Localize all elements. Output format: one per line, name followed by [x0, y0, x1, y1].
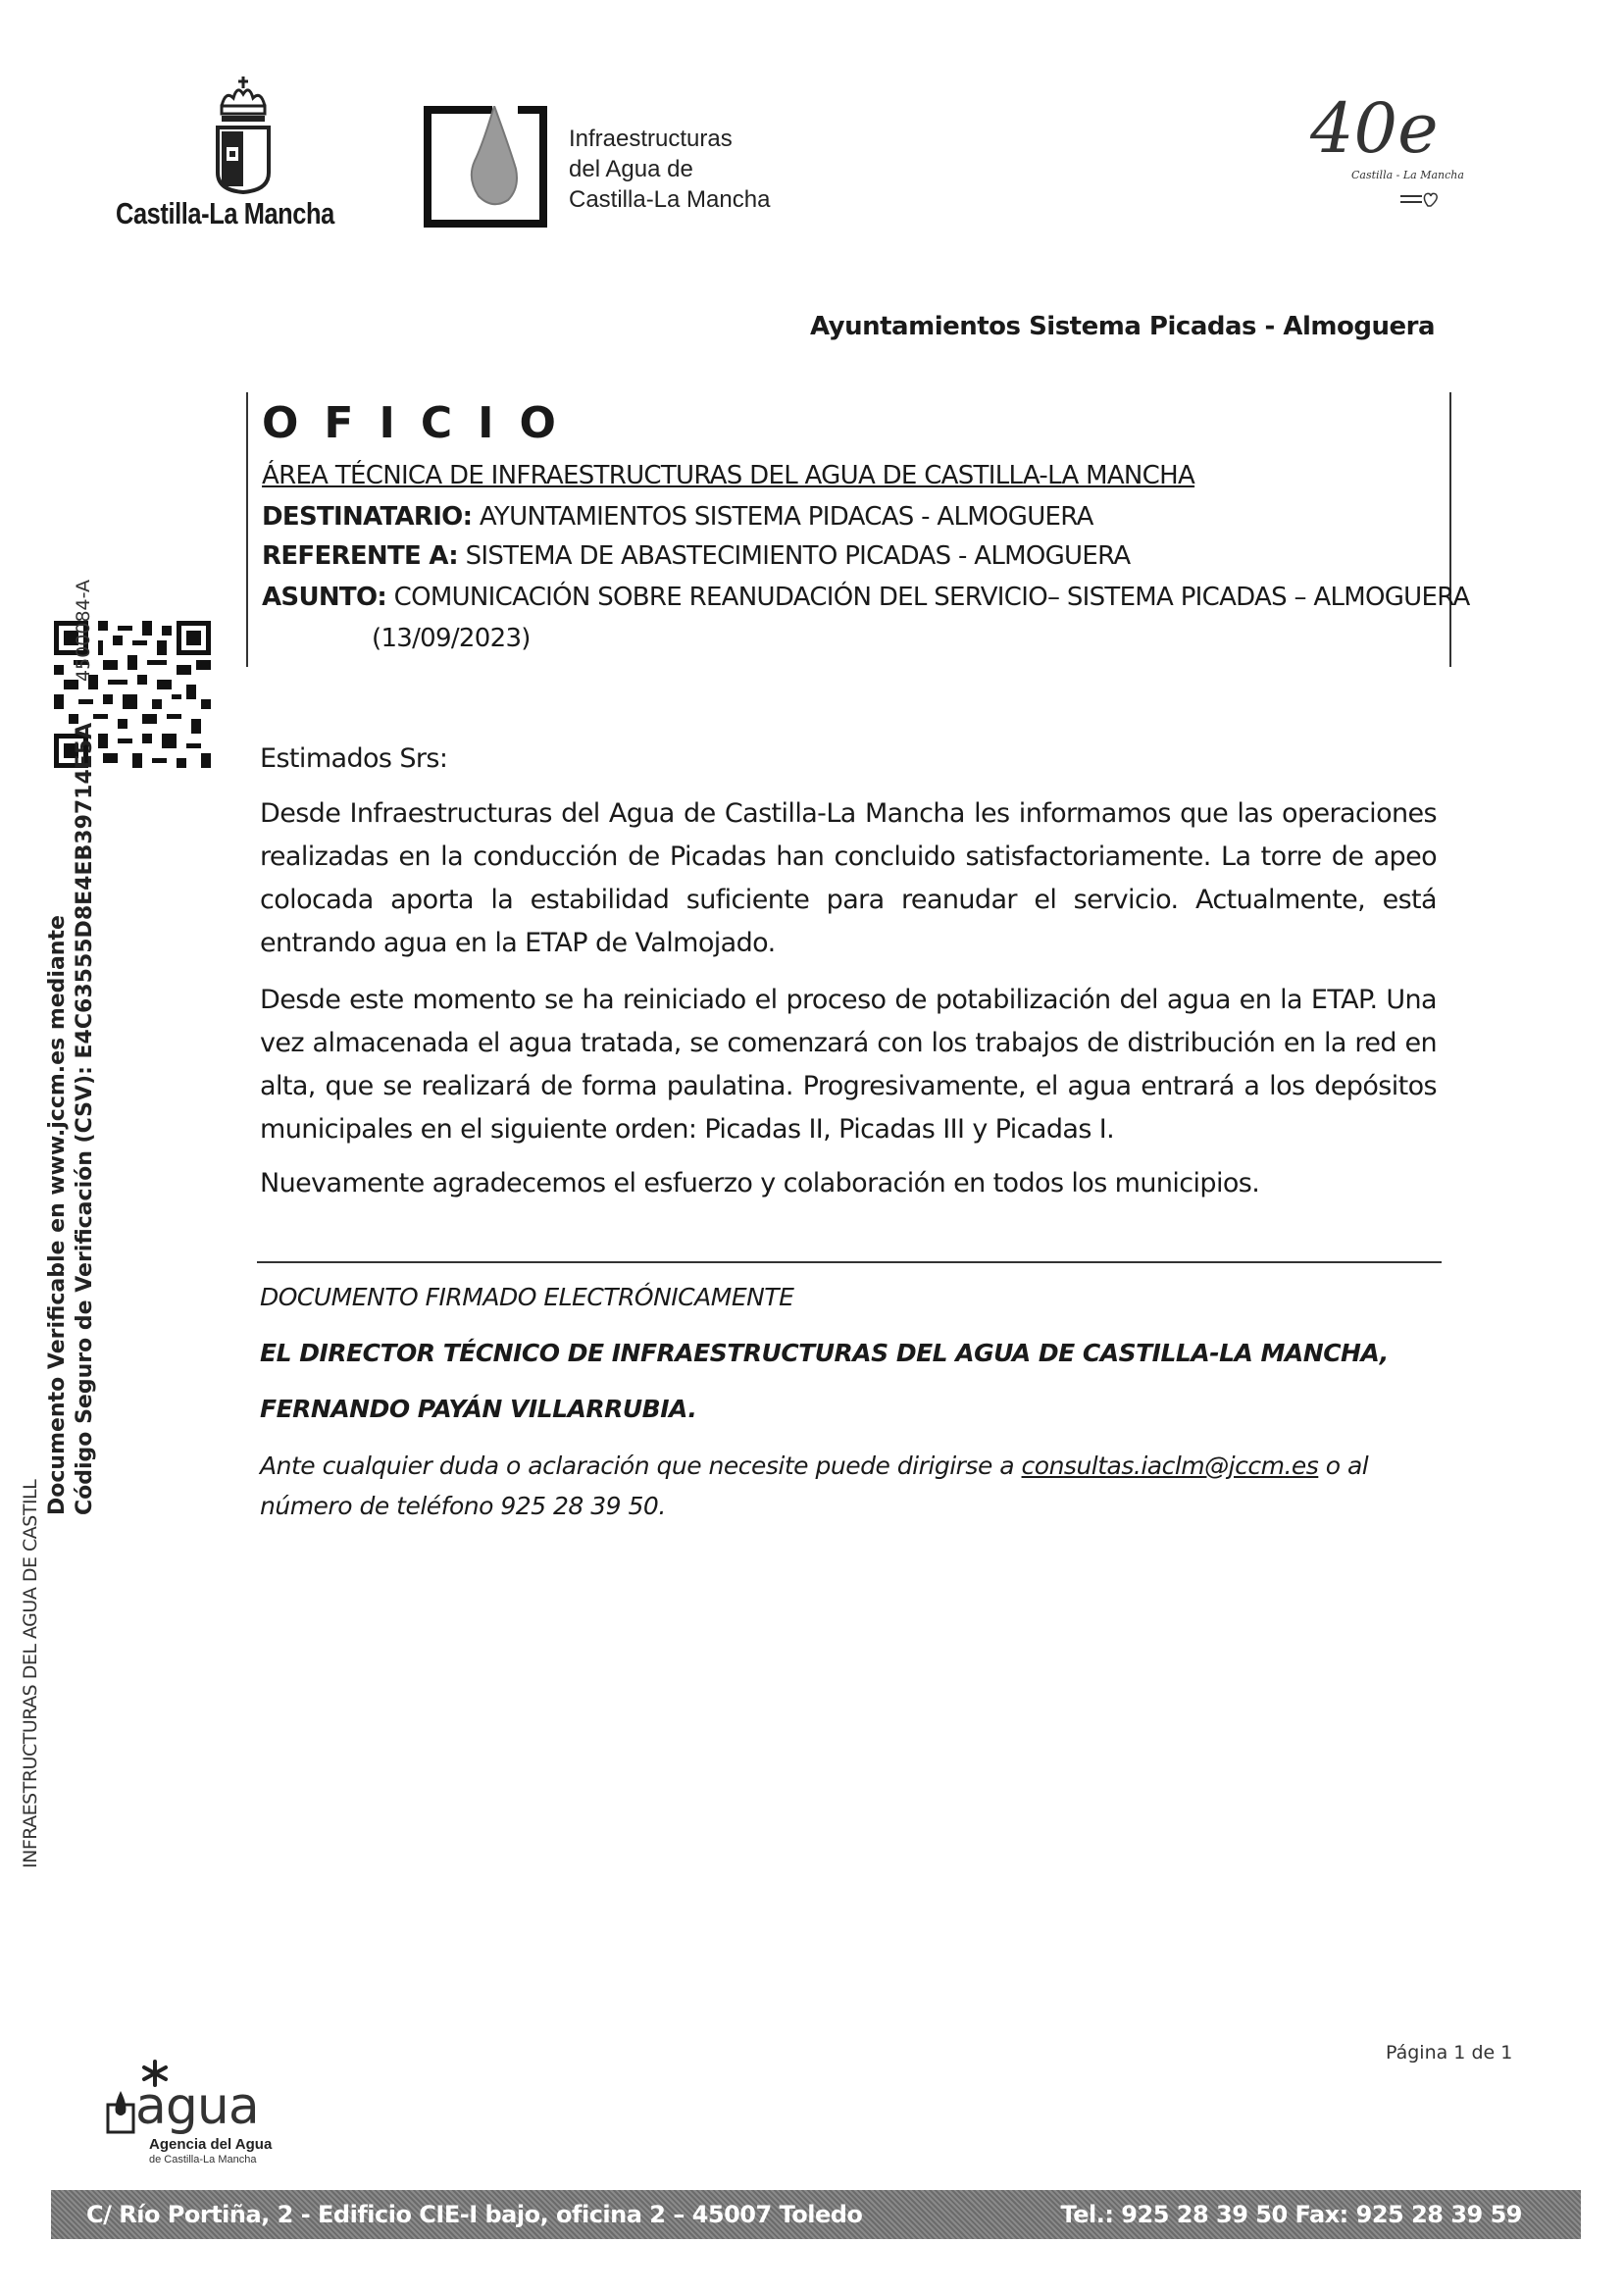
paragraph-1: Desde Infraestructuras del Agua de Castilla-La Mancha les informamos que las operaciones realizadas en la conducción de Picadas han concluido satisfactoriamente. La torre de apeo colocada aporta la estabilidad suficiente para reanudar el servicio. Actualmente, está entrando agua en la ETAP de Valmojado. [260, 798, 1437, 958]
side-csv: Código Seguro de Verificación (CSV): E4C63555D8E4EB39714E5A [73, 722, 97, 1515]
signed-notice: DOCUMENTO FIRMADO ELECTRÓNICAMENTE [260, 1283, 794, 1311]
contact-post: o al número de teléfono 925 28 39 50. [260, 1452, 1369, 1520]
recipient: Ayuntamientos Sistema Picadas - Almoguera [809, 312, 1435, 341]
paragraph-3: Nuevamente agradecemos el esfuerzo y colaboración en todos los municipios. [260, 1168, 1260, 1198]
agua-line2: de Castilla-La Mancha [149, 2154, 257, 2166]
asunto-date: (13/09/2023) [372, 624, 531, 653]
crown-icon [214, 76, 273, 126]
signer-name: FERNANDO PAYÁN VILLARRUBIA. [260, 1395, 697, 1423]
footer-phones: Tel.: 925 28 39 50 Fax: 925 28 39 59 [1060, 2201, 1522, 2228]
side-verify-text: Documento Verificable en www.jccm.es mediante [45, 915, 70, 1515]
asunto [262, 583, 1470, 612]
shield-icon [214, 126, 273, 194]
agua-logo [106, 2060, 302, 2167]
greeting: Estimados Srs: [260, 743, 448, 774]
side-issuer: INFRAESTRUCTURAS DEL AGUA DE CASTILL [20, 1479, 41, 1868]
anniversary-40-logo [1310, 88, 1487, 226]
destinatario-label: DESTINATARIO: [262, 502, 473, 532]
signature-divider [257, 1261, 1442, 1263]
heart-icon [1400, 188, 1440, 212]
oficio-title: OFICIO [262, 398, 582, 448]
asunto-label: ASUNTO: [262, 583, 387, 612]
footer-bar [51, 2190, 1581, 2239]
water-drop-frame-icon [424, 106, 547, 228]
iaclm-name: Infraestructuras del Agua de Castilla-La Mancha [569, 126, 771, 213]
side-reference: 4500084-A [73, 579, 94, 682]
agua-line1: Agencia del Agua [149, 2136, 273, 2153]
referente-value: SISTEMA DE ABASTECIMIENTO PICADAS - ALMOGUERA [465, 541, 1131, 571]
referente-label: REFERENTE A: [262, 541, 458, 571]
logo40-mark: 40e [1310, 88, 1439, 169]
contact-info [260, 1446, 1446, 1526]
destinatario [262, 502, 1093, 532]
castilla-la-mancha-logo [116, 76, 371, 243]
footer-address: C/ Río Portiña, 2 - Edificio CIE-I bajo, oficina 2 – 45007 Toledo [86, 2201, 863, 2228]
contact-pre: Ante cualquier duda o aclaración que necesite puede dirigirse a [260, 1452, 1022, 1480]
drop-square-icon [106, 2087, 135, 2136]
logo40-sub: Castilla - La Mancha [1351, 169, 1464, 181]
asunto-value: COMUNICACIÓN SOBRE REANUDACIÓN DEL SERVICIO– SISTEMA PICADAS – ALMOGUERA [393, 583, 1470, 612]
contact-email-link[interactable]: consultas.iaclm@jccm.es [1021, 1452, 1319, 1480]
signer-role: EL DIRECTOR TÉCNICO DE INFRAESTRUCTURAS DEL AGUA DE CASTILLA-LA MANCHA, [260, 1339, 1389, 1367]
oficio-header [246, 392, 1470, 667]
page-number: Página 1 de 1 [1386, 2042, 1513, 2064]
clm-name: Castilla-La Mancha [116, 196, 334, 230]
area-title: ÁREA TÉCNICA DE INFRAESTRUCTURAS DEL AGUA DE CASTILLA-LA MANCHA [262, 461, 1195, 490]
destinatario-value: AYUNTAMIENTOS SISTEMA PIDACAS - ALMOGUERA [479, 502, 1093, 532]
verification-strip [20, 495, 108, 1868]
iaclm-logo [424, 76, 836, 233]
agua-word: agua [135, 2077, 259, 2136]
referente [262, 541, 1131, 571]
paragraph-2: Desde este momento se ha reiniciado el proceso de potabilización del agua en la ETAP. Una vez almacenada el agua tratada, se comenzará con los trabajos de distribución en la red en alta, que se realizará de forma paulatina. Progresivamente, el agua entrará a los depósitos municipales en el siguiente orden: Picadas II, Picadas III y Picadas I. [260, 985, 1437, 1145]
